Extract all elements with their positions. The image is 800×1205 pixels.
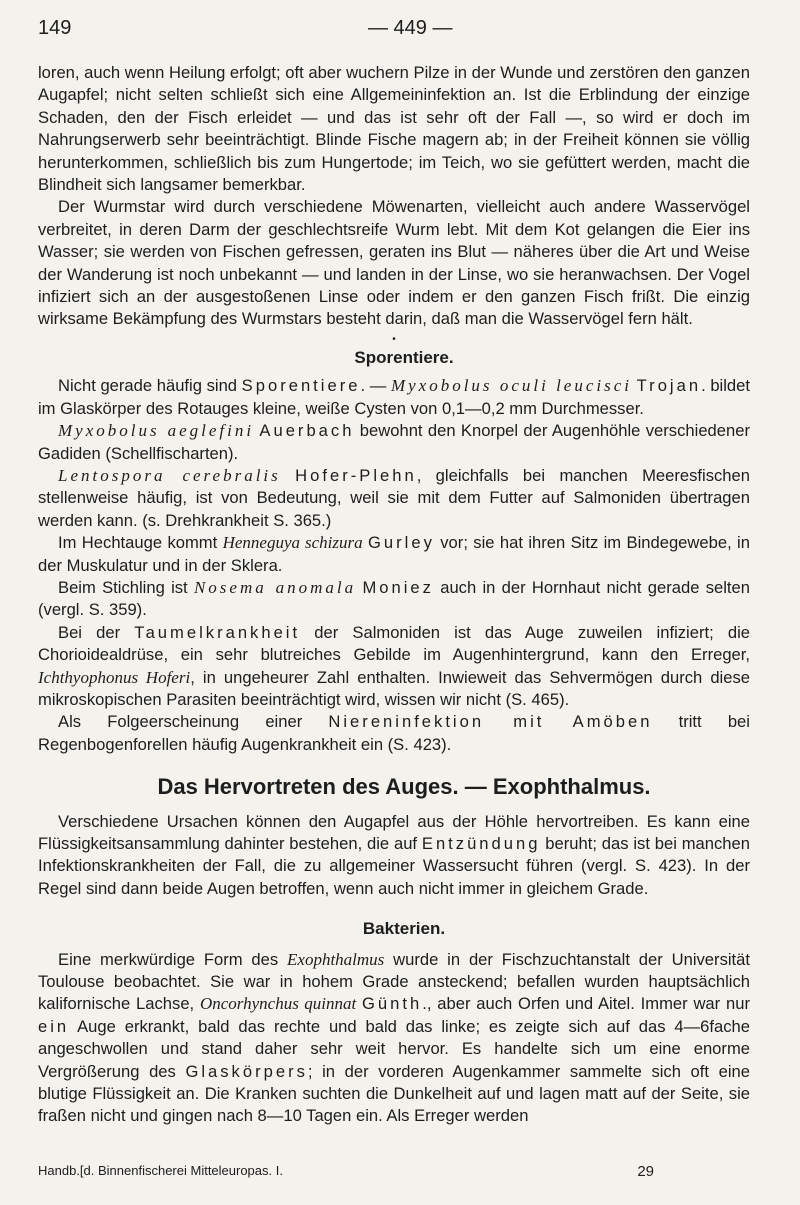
paragraph: Der Wurmstar wird durch verschiedene Möwenarten, vielleicht auch andere Wasservögel verbreitet, in deren Darm der geschlechtsreife Wurm lebt. Mit dem Kot gelangen die Eier ins Wasser; sie werden von Fischen gefressen, geraten ins Blut — näheres über die Art und Weise der Wanderung ist noch unbekannt — und landen in der Linse, wo sie heranwachsen. Der Vogel infiziert sich an der ausgestoßenen Linse oder indem er den ganzen Fisch frißt. Die einzig wirksame Bekämpfung des Wurmstars besteht darin, daß man die Wasservögel fern hält. [38,197,750,329]
paragraph: Bei der Taumelkrankheit der Salmoniden ist das Auge zuweilen infiziert; die Chorioidealdrüse, ein sehr blutreiches Gebilde im Augenhintergrund, kann den Erreger, Ichthyophonus Hoferi, in ungeheurer Zahl enthalten. Inwieweit das Sehvermögen durch diese mikroskopischen Parasiten beeinträchtigt wird, wissen wir nicht (S. 465). [38,622,751,709]
page-number: 149 [38,17,72,39]
section-heading-exophthalmus: Das Hervortreten des Auges. — Exophthalmus. [157,774,651,800]
paragraph: Im Hechtauge kommt Henneguya schizura Gurley vor; sie hat ihren Sitz im Bindegewebe, in der Muskulatur und in der Sklera. [38,533,750,575]
page-footer [38,1163,750,1178]
page-header [38,17,748,43]
paragraph: Eine merkwürdige Form des Exophthalmus wurde in der Fischzuchtanstalt der Universität Toulouse beobachtet. Sie war in hohem Grade ansteckend; befallen wurden hauptsächlich kalifornische Lachse, Oncorhynchus quinnat Günth., aber auch Orfen und Aitel. Immer war nur ein Auge erkrankt, bald das rechte und bald das linke; es zeigte sich auf das 4—6fache angeschwollen und stand daher sehr weit hervor. Es handelte sich um eine enorme Vergrößerung des Glaskörpers; in der vorderen Augenkammer sammelte sich oft eine blutige Flüssigkeit an. Die Kranken suchten die Dunkelheit auf und lagen matt auf der Seite, sie fraßen nicht und gingen nach 8—10 Tagen ein. Als Erreger werden [38,949,750,1126]
section-heading-bakterien: Bakterien. [362,919,446,939]
paragraph: Als Folgeerscheinung einer Niereninfektion mit Amöben tritt bei Regenbogenforellen häufig Augenkrankheit ein (S. 423). [38,712,750,754]
paragraph: Nicht gerade häufig sind Sporentiere. — Myxobolus oculi leucisci Trojan. bildet im Glaskörper des Rotauges kleine, weiße Cysten von 0,1—0,2 mm Durchmesser. [38,376,750,418]
paragraph: Myxobolus aeglefini Auerbach bewohnt den Knorpel der Augenhöhle verschiedener Gadiden (Schellfischarten). [38,421,750,463]
page-center-number: — 449 — [368,17,453,39]
paragraph: Lentospora cerebralis Hofer-Plehn, gleichfalls bei manchen Meeresfischen stellenweise häufig, ist von Bedeutung, weil sie mit dem Futter auf Salmoniden übertragen werden kann. (s. Drehkrankheit S. 365.) [38,465,750,530]
paragraph: Beim Stichling ist Nosema anomala Moniez auch in der Hornhaut nicht gerade selten (vergl. S. 359). [38,577,751,620]
signature-number: 29 [637,1163,654,1180]
body-text [38,62,750,1128]
footer-title: Handb.[d. Binnenfischerei Mitteleuropas. I. [38,1163,283,1178]
paragraph: Verschiedene Ursachen können den Augapfel aus der Höhle hervortreiben. Es kann eine Flüssigkeitsansammlung dahinter bestehen, die auf Entzündung beruht; das ist bei manchen Infektionskrankheiten der Fall, die zu allgemeiner Wassersucht führen (vergl. S. 423). In der Regel sind dann beide Augen betroffen, wenn auch nicht immer in gleichem Grade. [38,811,750,898]
paragraph: loren, auch wenn Heilung erfolgt; oft aber wuchern Pilze in der Wunde und zerstören den ganzen Augapfel; nicht selten schließt sich eine Allgemeininfektion an. Ist die Erblindung der einzige Schaden, den der Fisch erleidet — und das ist sehr oft der Fall —, so wird er doch im Nahrungserwerb sehr beeinträchtigt. Blinde Fische magern ab; in der Freiheit können sie völlig herunterkommen, schließlich bis zum Hungertode; im Teich, wo sie gefüttert werden, macht die Blindheit sich langsamer bemerkbar. [38,63,750,195]
divider-dot: • [392,333,396,345]
section-heading-sporentiere: Sporentiere. [354,347,454,367]
